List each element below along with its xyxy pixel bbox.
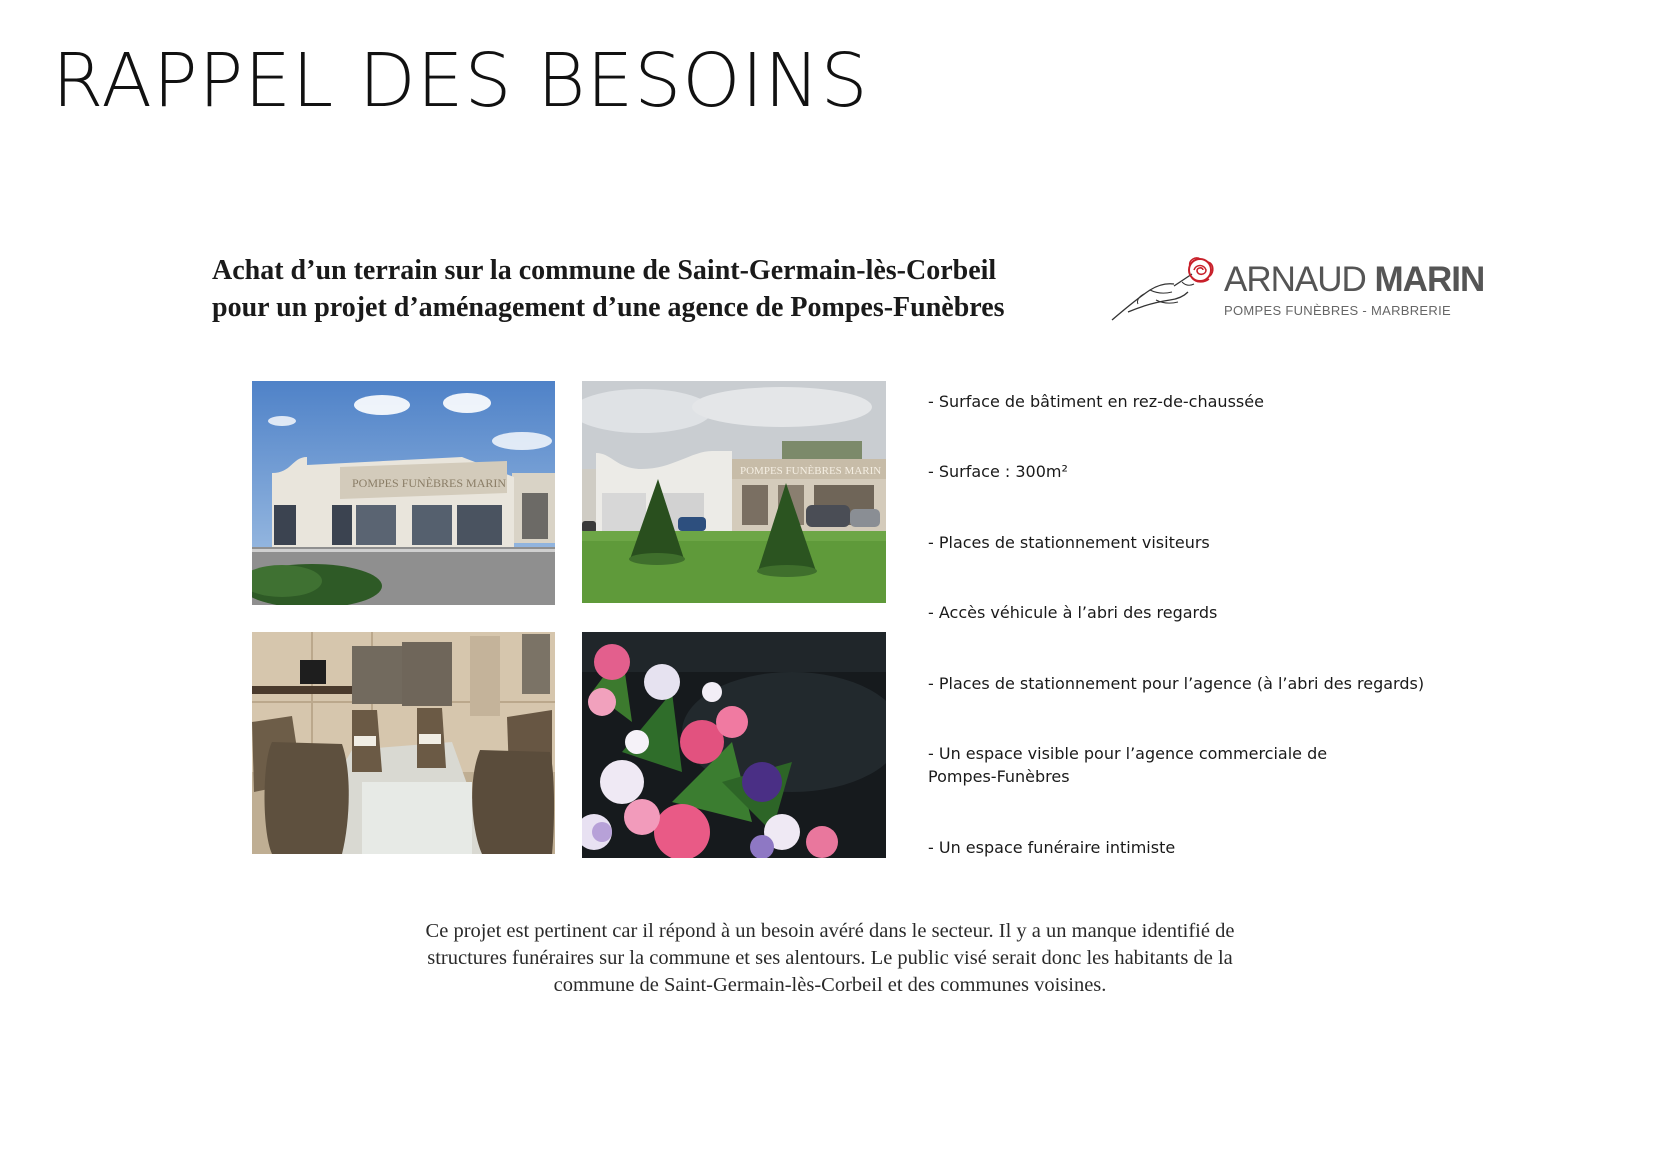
logo-wordmark bbox=[1224, 262, 1484, 297]
conclusion-line-2: structures funéraires sur la commune et ses alentours. Le public visé serait donc les habitants de la bbox=[427, 947, 1233, 969]
list-item: - Places de stationnement visiteurs bbox=[928, 533, 1210, 552]
hand-holding-rose-icon bbox=[1108, 256, 1223, 324]
agency-exterior-photo bbox=[252, 381, 555, 605]
logo-name-last: MARIN bbox=[1374, 260, 1485, 299]
agency-street-sign-text: POMPES FUNÈBRES MARIN bbox=[740, 465, 882, 477]
company-logo bbox=[1108, 256, 1485, 324]
list-item: - Surface : 300m² bbox=[928, 462, 1068, 481]
conclusion-line-1: Ce projet est pertinent car il répond à un besoin avéré dans le secteur. Il y a un manque identifié de bbox=[425, 920, 1235, 942]
agency-street-view-photo bbox=[582, 381, 886, 603]
agency-sign-text: POMPES FUNÈBRES MARIN bbox=[352, 476, 507, 490]
conclusion-paragraph bbox=[360, 918, 1300, 999]
subtitle-line-2: pour un projet d’aménagement d’une agence de Pompes-Funèbres bbox=[212, 292, 1005, 323]
list-item: - Accès véhicule à l’abri des regards bbox=[928, 603, 1218, 622]
logo-tagline: POMPES FUNÈBRES - MARBRERIE bbox=[1224, 303, 1451, 318]
list-item: - Surface de bâtiment en rez-de-chaussée bbox=[928, 392, 1264, 411]
logo-name-first: ARNAUD bbox=[1224, 260, 1366, 299]
flowers-photo bbox=[582, 632, 886, 858]
page-title: RAPPEL DES BESOINS bbox=[52, 38, 869, 124]
subtitle-line-1: Achat d’un terrain sur la commune de Saint-Germain-lès-Corbeil bbox=[212, 255, 997, 286]
project-subtitle bbox=[212, 252, 1005, 326]
waiting-room-photo bbox=[252, 632, 555, 854]
list-item: - Un espace funéraire intimiste bbox=[928, 838, 1176, 857]
list-item: - Places de stationnement pour l’agence (à l’abri des regards) bbox=[928, 674, 1425, 693]
list-item: - Un espace visible pour l’agence commerciale de Pompes-Funèbres bbox=[928, 744, 1328, 786]
conclusion-line-3: commune de Saint-Germain-lès-Corbeil et des communes voisines. bbox=[553, 974, 1107, 996]
